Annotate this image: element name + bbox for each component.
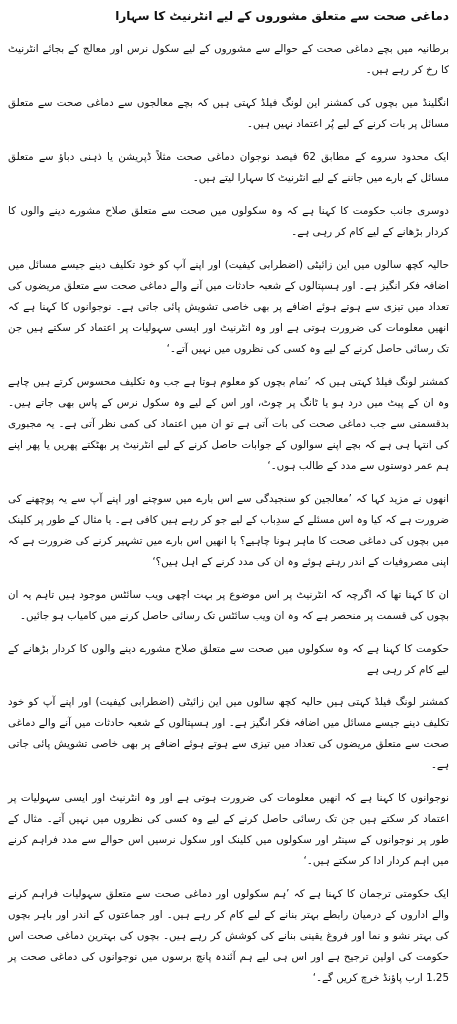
article-title: دماغی صحت سے متعلق مشوروں کے لیے انٹرنیٹ کا سہارا <box>115 9 449 23</box>
paragraph-5: حالیہ کچھ سالوں میں این زائیٹی (اضطرابی کیفیت) اور اپنے آپ کو خود تکلیف دینے جیسے مسائل میں اضافہ فکر انگیز ہے۔ اور ہسپتالوں کے شعبہ حادثات میں آنے والے دماغی صحت سے متعلق مریضوں کی تعداد میں تیزی سے ہوتے ہوئے اضافے پر بھی خاصی تشویش پائی جاتی ہے۔ نوجوانوں کا کہنا ہے کہ انھیں معلومات کی ضرورت ہوتی ہے اور وہ انٹرنیٹ اور ایسی سہولیات پر اعتماد کر سکتے ہیں جن تک رسائی حاصل کرنے کے لیے وہ کسی کی نظروں میں نہیں آتے۔‘ <box>8 259 449 355</box>
article <box>8 0 449 989</box>
paragraph-3: ایک محدود سروے کے مطابق 62 فیصد نوجوان دماغی صحت مثلاً ڈپریشن یا ذہنی دباؤ سے متعلق مسائل کے بارے میں جاننے کے لیے انٹرنیٹ کا سہارا لیتے ہیں۔ <box>8 151 449 184</box>
paragraph-7: انھوں نے مزید کہا کہ ’معالجین کو سنجیدگی سے اس بارے میں سوچنے اور اپنے آپ سے یہ پوچھنے کی ضرورت ہے کہ کیا وہ اس مسئلے کے سدِباب کے لیے جو کر رہے ہیں کافی ہے۔ یا مثال کے طور پر کلینک میں بچوں کی دماغی صحت کا ماہر ہونا چاہیے؟ یا انھیں اس بارے میں تشہیر کرنے کی ضرورت ہے کہ اپنی مصروفیات کے اندر رہتے ہوئے وہ ان کی مدد کرنے کے اہل ہیں؟‘ <box>8 493 449 568</box>
paragraph-6: کمشنر لونگ فیلڈ کہتی ہیں کہ ’تمام بچوں کو معلوم ہوتا ہے جب وہ تکلیف محسوس کرتے ہیں چاہے وہ ان کے پیٹ میں درد ہو یا ٹانگ پر چوٹ، اور اس کے لیے وہ سکول نرس کے پاس بھی جاتے ہیں۔ بدقسمتی سے جب دماغی صحت کی بات آتی ہے تو ان میں اعتماد کی کمی نظر آتی ہے۔ یہ مجبوری کی انتہا ہی ہے کہ بچے اپنے سوالوں کے جوابات حاصل کرنے کے لیے انٹرنیٹ پر بھٹکتے پھریں یا پھر اپنے ہم عمر دوستوں سے مدد کے طالب ہوں۔‘ <box>8 376 449 472</box>
paragraph-9: حکومت کا کہنا ہے کہ وہ سکولوں میں صحت سے متعلق صلاح مشورے دینے والوں کا کردار بڑھانے کے لیے کام کر رہی ہے <box>8 643 449 676</box>
paragraph-12: ایک حکومتی ترجمان کا کہنا ہے کہ ’ہم سکولوں اور دماغی صحت سے متعلق سہولیات فراہم کرنے والے اداروں کے درمیان رابطے بہتر بنانے کے لیے کام کر رہے ہیں۔ اور جماعتوں کے اندر اور باہر بچوں کی بہتر نشو و نما اور فروغ یقینی بنانے کی کوشش کر رہے ہیں۔ بچوں کی بہترین دماغی صحت اس حکومت کی اولین ترجیح ہے اور اس ہی لیے ہم آئندہ پانچ برسوں میں نوجوانوں کی دماغی صحت پر 1.25 ارب پاؤنڈ خرچ کریں گے۔‘ <box>8 888 449 984</box>
paragraph-11: نوجوانوں کا کہنا ہے کہ انھیں معلومات کی ضرورت ہوتی ہے اور وہ انٹرنیٹ اور ایسی سہولیات پر اعتماد کر سکتے ہیں جن تک رسائی حاصل کرنے کے لیے وہ کسی کی نظروں میں نہیں آتے۔ مثال کے طور پر نوجوانوں کے سینٹر اور سکولوں میں کلینک اور سکول نرسیں اس حوالے سے مدد فراہم کرنے میں اہم کردار ادا کر سکتے ہیں۔‘ <box>8 792 449 867</box>
paragraph-4: دوسری جانب حکومت کا کہنا ہے کہ وہ سکولوں میں صحت سے متعلق صلاح مشورے دینے والوں کا کردار بڑھانے کے لیے کام کر رہی ہے۔ <box>8 205 449 238</box>
paragraph-8: ان کا کہنا تھا کہ اگرچہ کہ انٹرنیٹ پر اس موضوع پر بہت اچھی ویب سائٹس موجود ہیں تاہم یہ ان بچوں کی قسمت پر منحصر ہے کہ وہ ان ویب سائٹس تک رسائی حاصل کرنے میں کامیاب ہو جائیں۔ <box>8 589 449 622</box>
paragraph-10: کمشنر لونگ فیلڈ کہتی ہیں حالیہ کچھ سالوں میں این زائیٹی (اضطرابی کیفیت) اور اپنے آپ کو خود تکلیف دینے جیسے مسائل میں اضافہ فکر انگیز ہے۔ اور ہسپتالوں کے شعبہ حادثات میں آنے والے دماغی صحت سے متعلق مریضوں کی تعداد میں تیزی سے ہوتے ہوئے اضافے پر بھی خاصی تشویش پائی جاتی ہے۔ <box>8 696 449 771</box>
paragraph-2: انگلینڈ میں بچوں کی کمشنر این لونگ فیلڈ کہتی ہیں کہ بچے معالجوں سے دماغی صحت سے متعلق مسائل پر بات کرنے کے لیے پُر اعتماد نہیں ہیں۔ <box>8 97 449 130</box>
paragraph-1: برطانیہ میں بچے دماغی صحت کے حوالے سے مشوروں کے لیے سکول نرس اور معالج کے بجائے انٹرنیٹ کا رخ کر رہے ہیں۔ <box>8 43 449 76</box>
